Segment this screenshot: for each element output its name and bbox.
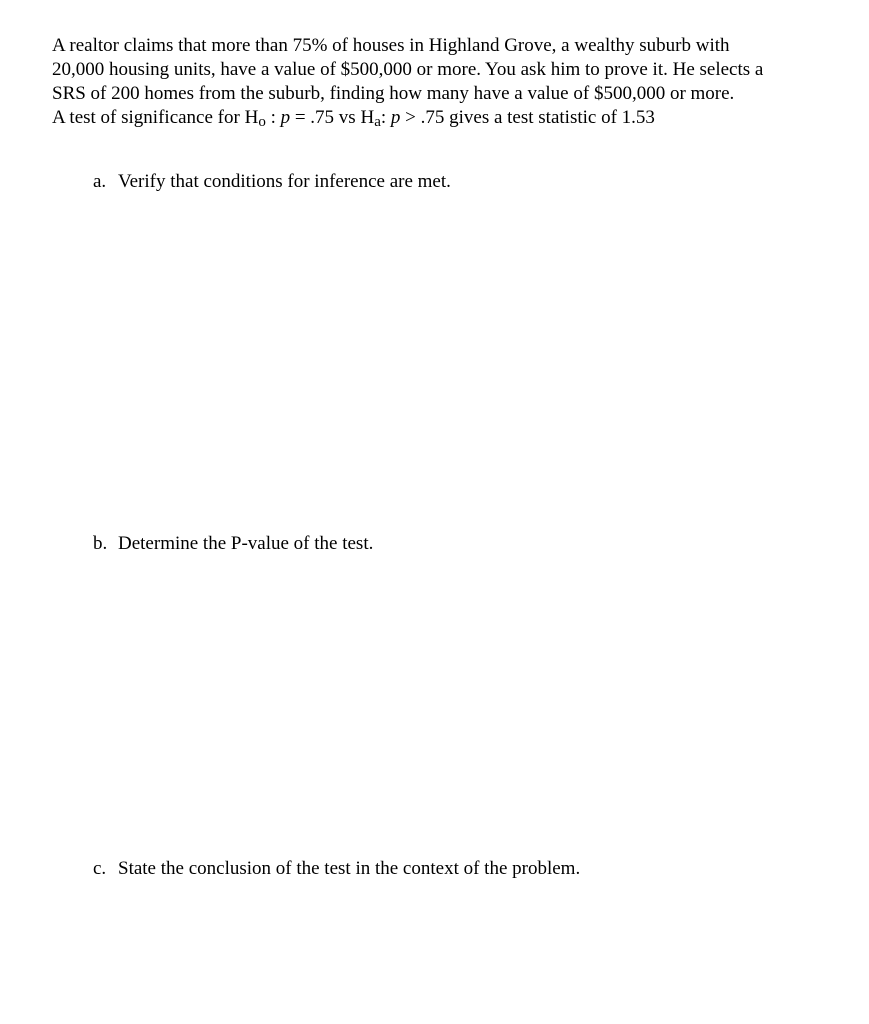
question-a: [93, 170, 451, 194]
null-hypothesis-value: = .75 vs H: [290, 107, 375, 128]
question-c-letter: c.: [93, 858, 107, 879]
hypothesis-prefix: A test of significance for H: [52, 107, 259, 128]
problem-line-1: A realtor claims that more than 75% of houses in Highland Grove, a wealthy suburb with: [52, 35, 730, 56]
null-hypothesis-subscript: o: [258, 114, 266, 130]
problem-line-3: SRS of 200 homes from the suburb, finding how many have a value of $500,000 or more.: [52, 83, 735, 104]
question-a-text: Verify that conditions for inference are met.: [118, 171, 451, 192]
question-b-letter: b.: [93, 533, 108, 554]
problem-statement: [52, 34, 852, 131]
question-b: [93, 532, 373, 556]
alt-hypothesis-value: > .75 gives a test statistic of 1.53: [400, 107, 655, 128]
alt-hypothesis-parameter: p: [390, 107, 401, 128]
question-c-text: State the conclusion of the test in the context of the problem.: [118, 858, 581, 879]
alt-hypothesis-colon: :: [380, 107, 391, 128]
question-a-letter: a.: [93, 171, 107, 192]
question-c: [93, 857, 580, 881]
alt-hypothesis-subscript: a: [374, 114, 381, 130]
null-hypothesis-colon: :: [265, 107, 281, 128]
problem-line-4: [52, 106, 852, 131]
problem-line-2: 20,000 housing units, have a value of $500,000 or more. You ask him to prove it. He selects a: [52, 59, 764, 80]
null-hypothesis-parameter: p: [280, 107, 291, 128]
question-b-text: Determine the P-value of the test.: [118, 533, 374, 554]
